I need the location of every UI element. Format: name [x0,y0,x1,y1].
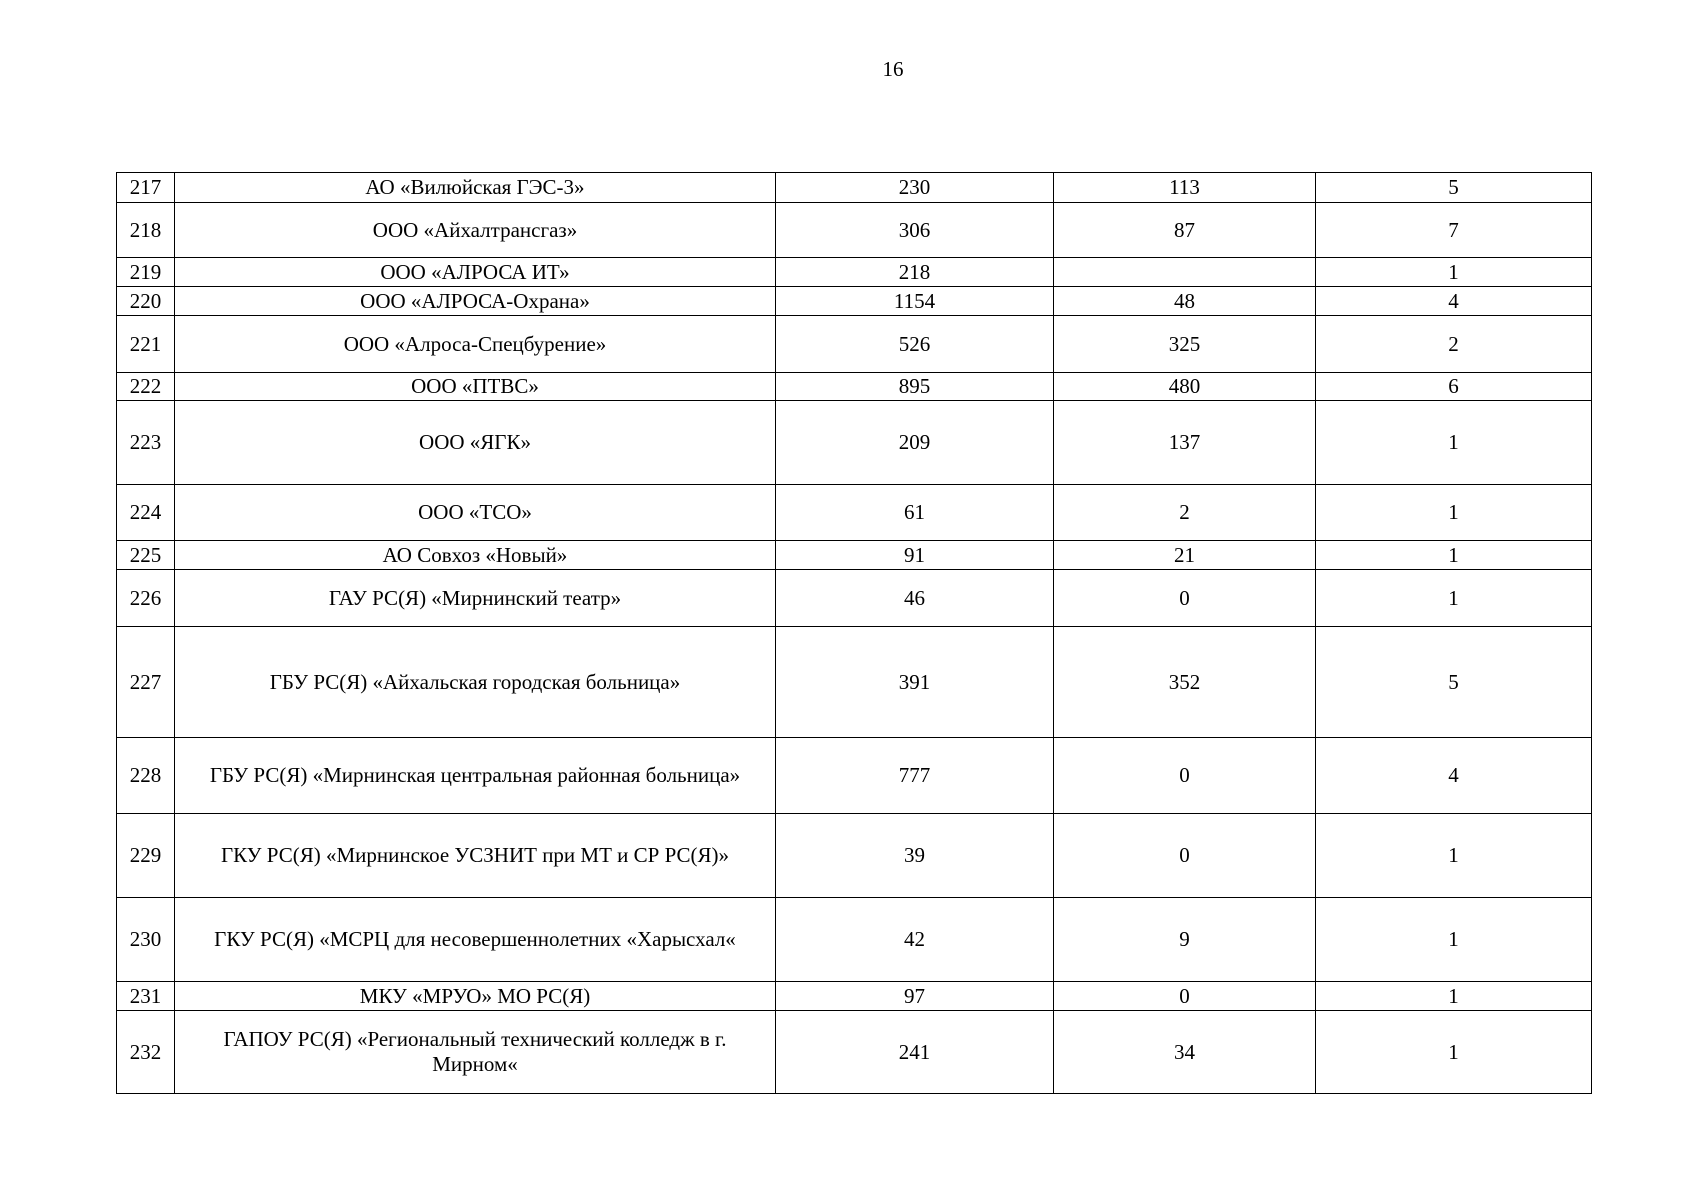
value-cell-2: 0 [1054,738,1316,814]
value-cell-3: 1 [1316,1011,1592,1094]
organization-name: ГКУ РС(Я) «МСРЦ для несовершеннолетних «Харысхал« [175,898,776,982]
value-cell-3: 1 [1316,258,1592,287]
value-cell-2: 87 [1054,203,1316,258]
organization-name: ООО «АЛРОСА-Охрана» [175,287,776,316]
organization-name: ООО «ПТВС» [175,373,776,401]
table-row [117,627,1592,738]
organization-name: ГБУ РС(Я) «Айхальская городская больница» [175,627,776,738]
table-row [117,401,1592,485]
value-cell-1: 42 [776,898,1054,982]
table-row [117,541,1592,570]
value-cell-1: 91 [776,541,1054,570]
organization-name: ООО «АЛРОСА ИТ» [175,258,776,287]
value-cell-3: 1 [1316,898,1592,982]
value-cell-1: 1154 [776,287,1054,316]
row-number: 229 [117,814,175,898]
row-number: 219 [117,258,175,287]
value-cell-3: 1 [1316,541,1592,570]
value-cell-3: 5 [1316,173,1592,203]
value-cell-2: 34 [1054,1011,1316,1094]
page-number: 16 [882,57,904,81]
organization-name: ООО «ЯГК» [175,401,776,485]
value-cell-3: 1 [1316,570,1592,627]
value-cell-2: 48 [1054,287,1316,316]
value-cell-1: 895 [776,373,1054,401]
value-cell-1: 526 [776,316,1054,373]
value-cell-2: 0 [1054,814,1316,898]
table-row [117,1011,1592,1094]
row-number: 231 [117,982,175,1011]
data-table [116,172,1592,1094]
row-number: 228 [117,738,175,814]
table-row [117,203,1592,258]
row-number: 226 [117,570,175,627]
row-number: 232 [117,1011,175,1094]
organization-name: ООО «Алроса-Спецбурение» [175,316,776,373]
row-number: 220 [117,287,175,316]
value-cell-3: 6 [1316,373,1592,401]
value-cell-2: 113 [1054,173,1316,203]
value-cell-2 [1054,258,1316,287]
value-cell-3: 4 [1316,287,1592,316]
organization-name: ГАПОУ РС(Я) «Региональный технический колледж в г. Мирном« [175,1011,776,1094]
value-cell-3: 1 [1316,982,1592,1011]
value-cell-2: 352 [1054,627,1316,738]
value-cell-2: 2 [1054,485,1316,541]
table-row [117,814,1592,898]
table-row [117,898,1592,982]
value-cell-3: 1 [1316,485,1592,541]
organization-name: АО Совхоз «Новый» [175,541,776,570]
value-cell-2: 0 [1054,982,1316,1011]
organization-name: ООО «ТСО» [175,485,776,541]
value-cell-2: 0 [1054,570,1316,627]
value-cell-1: 39 [776,814,1054,898]
value-cell-1: 97 [776,982,1054,1011]
table-row [117,173,1592,203]
value-cell-2: 137 [1054,401,1316,485]
row-number: 230 [117,898,175,982]
table-row [117,982,1592,1011]
table-row [117,373,1592,401]
row-number: 223 [117,401,175,485]
row-number: 224 [117,485,175,541]
value-cell-1: 61 [776,485,1054,541]
value-cell-1: 777 [776,738,1054,814]
value-cell-2: 21 [1054,541,1316,570]
value-cell-3: 1 [1316,401,1592,485]
value-cell-3: 7 [1316,203,1592,258]
organization-name: ГАУ РС(Я) «Мирнинский театр» [175,570,776,627]
value-cell-1: 306 [776,203,1054,258]
table-row [117,738,1592,814]
row-number: 218 [117,203,175,258]
value-cell-3: 5 [1316,627,1592,738]
value-cell-2: 325 [1054,316,1316,373]
value-cell-3: 4 [1316,738,1592,814]
table-row [117,316,1592,373]
table-row [117,258,1592,287]
value-cell-1: 241 [776,1011,1054,1094]
value-cell-2: 480 [1054,373,1316,401]
value-cell-1: 391 [776,627,1054,738]
row-number: 225 [117,541,175,570]
organization-name: ГКУ РС(Я) «Мирнинское УСЗНИТ при МТ и СР РС(Я)» [175,814,776,898]
row-number: 221 [117,316,175,373]
value-cell-1: 46 [776,570,1054,627]
organization-name: ГБУ РС(Я) «Мирнинская центральная районная больница» [175,738,776,814]
value-cell-2: 9 [1054,898,1316,982]
table-row [117,485,1592,541]
organization-name: АО «Вилюйская ГЭС-3» [175,173,776,203]
organization-name: МКУ «МРУО» МО РС(Я) [175,982,776,1011]
value-cell-1: 209 [776,401,1054,485]
value-cell-1: 230 [776,173,1054,203]
organization-name: ООО «Айхалтрансгаз» [175,203,776,258]
row-number: 227 [117,627,175,738]
value-cell-1: 218 [776,258,1054,287]
value-cell-3: 1 [1316,814,1592,898]
row-number: 222 [117,373,175,401]
table-row [117,570,1592,627]
row-number: 217 [117,173,175,203]
table-row [117,287,1592,316]
value-cell-3: 2 [1316,316,1592,373]
